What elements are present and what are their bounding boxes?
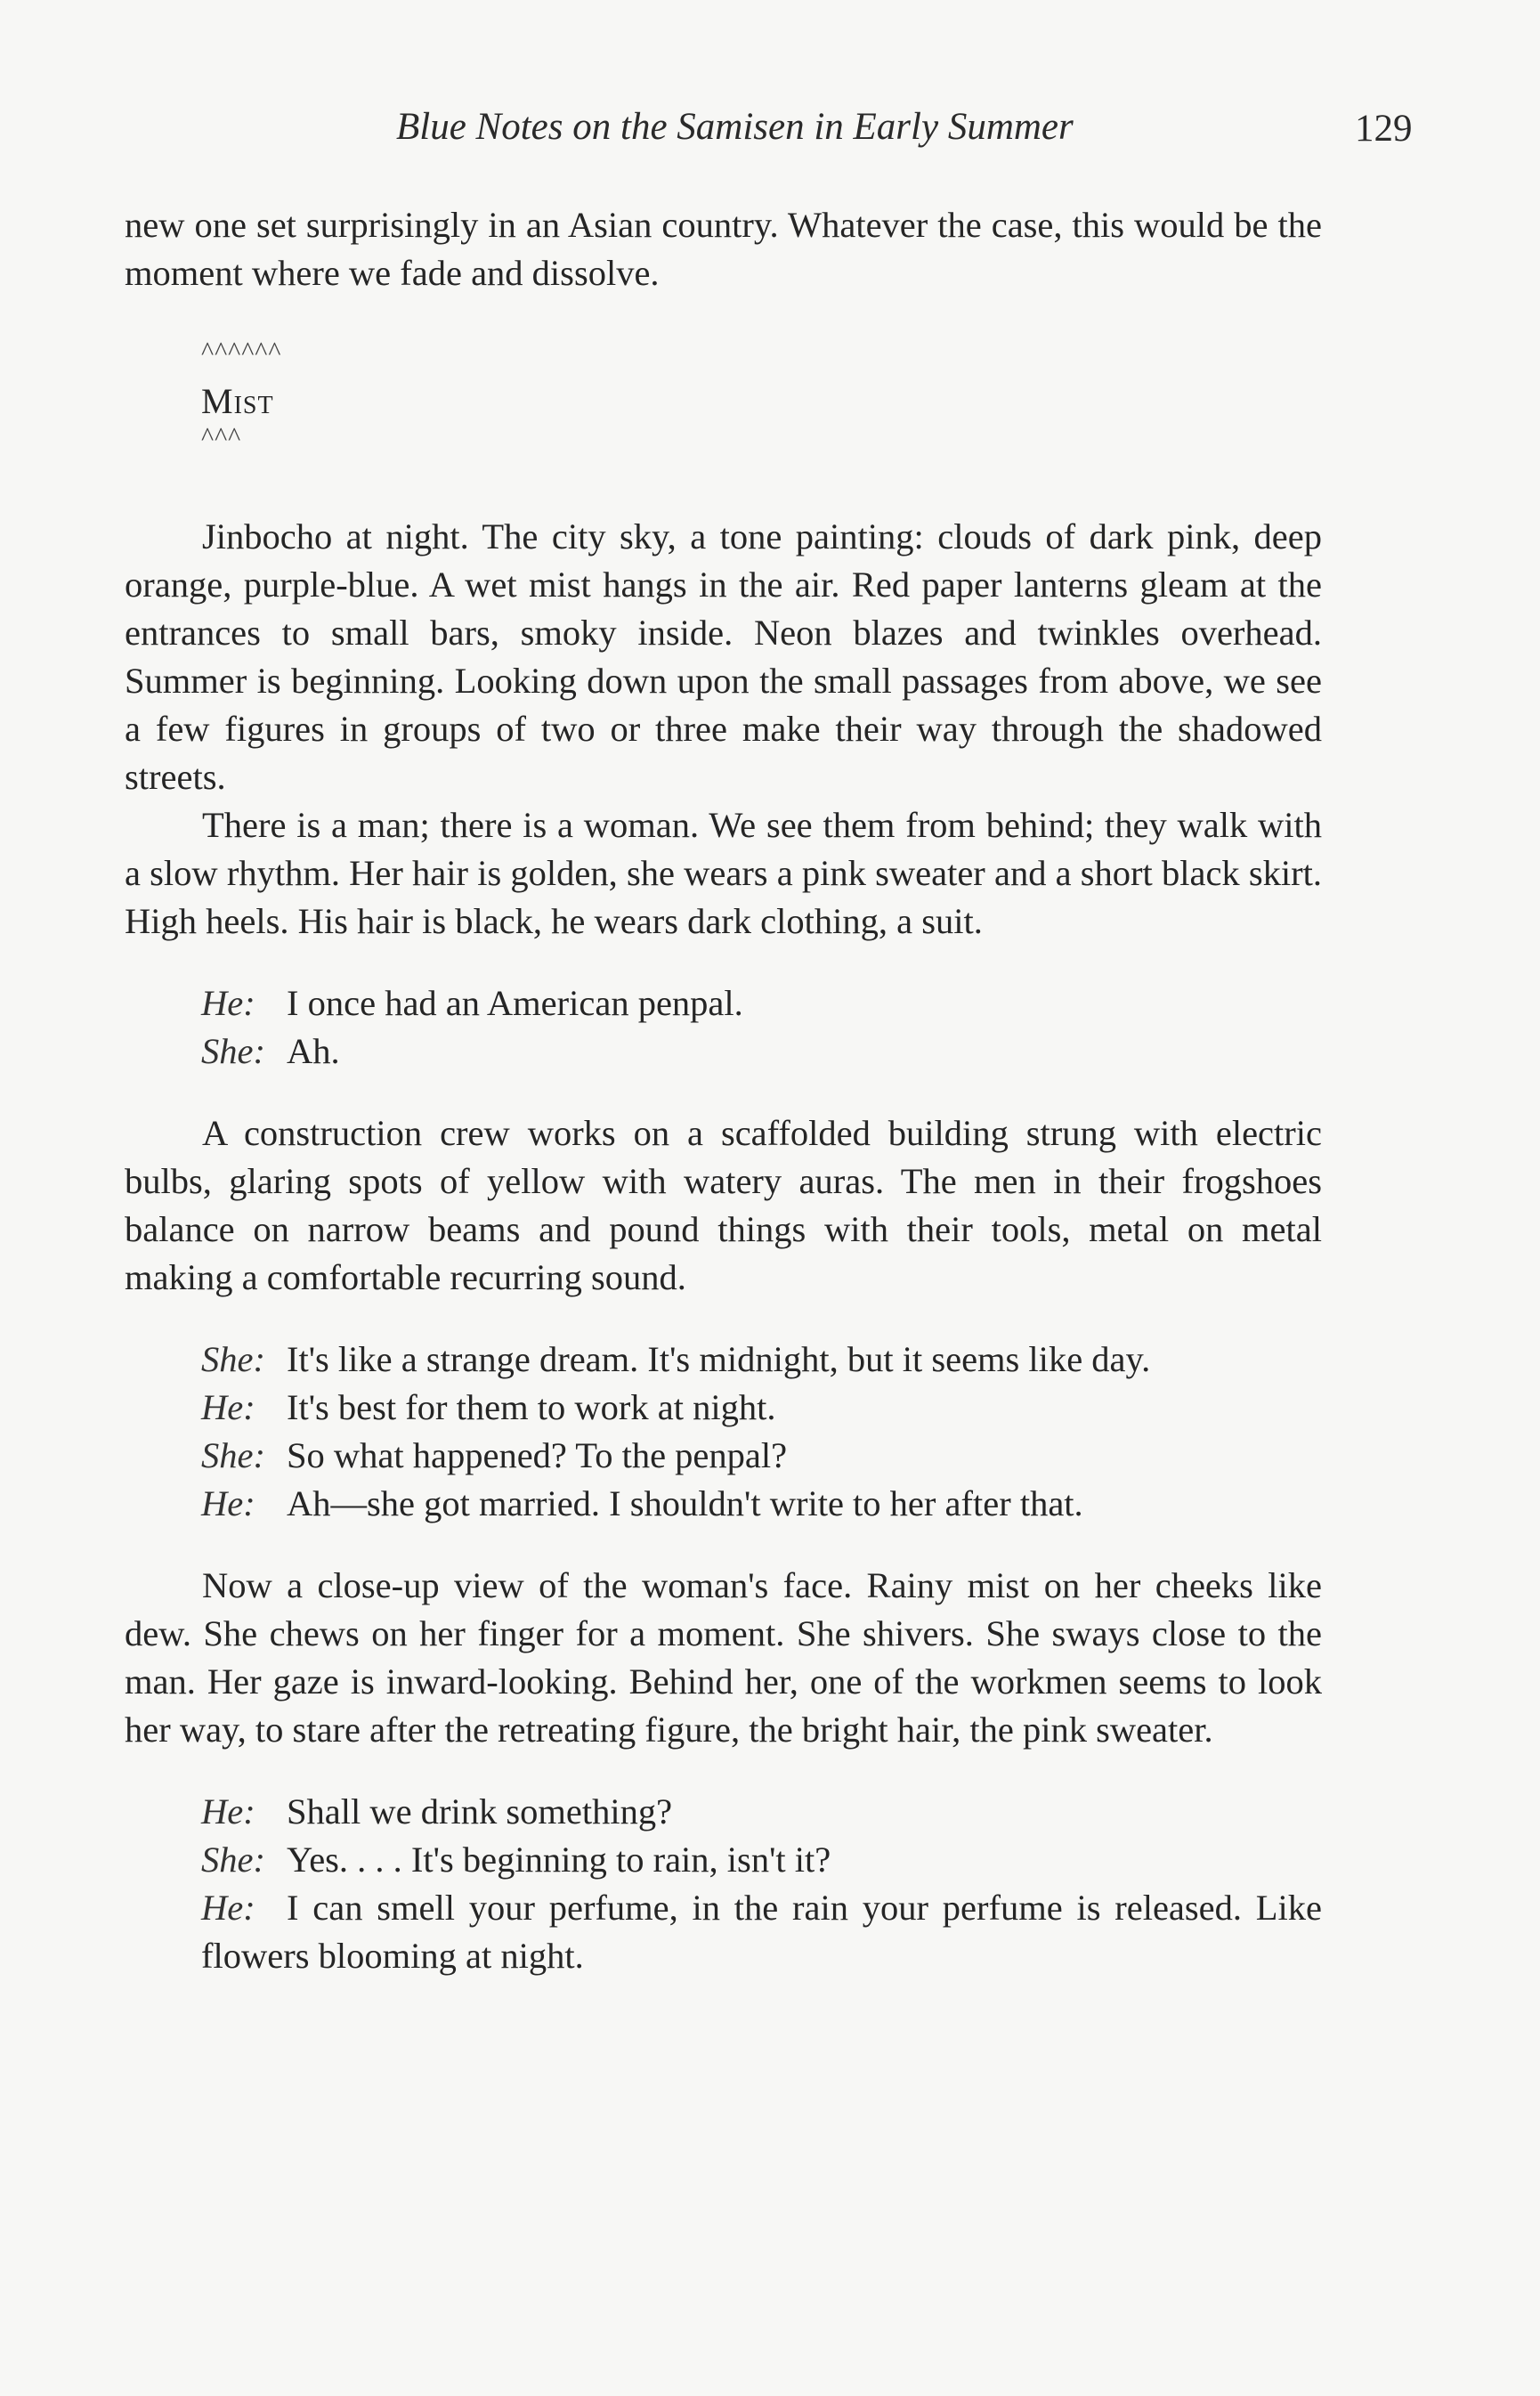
dialogue-text: Yes. . . . It's beginning to rain, isn't it? — [287, 1840, 831, 1880]
intro-paragraph: new one set surprisingly in an Asian country. Whatever the case, this would be the moment where we fade and dissolve. — [125, 205, 1322, 293]
dialogue-block-1 — [125, 979, 1322, 1076]
speaker-label: He: — [201, 1791, 255, 1832]
dialogue-text: I can smell your perfume, in the rain your perfume is released. Like flowers blooming at night. — [201, 1888, 1322, 1976]
page-number: 129 — [1355, 108, 1413, 150]
dialogue-block-2 — [125, 1336, 1322, 1528]
dialogue-text: It's like a strange dream. It's midnight, but it seems like day. — [287, 1339, 1151, 1379]
dialogue-text: I once had an American penpal. — [287, 983, 743, 1023]
dialogue-line — [201, 1027, 1322, 1076]
dialogue-line — [201, 1336, 1322, 1384]
speaker-label: He: — [201, 983, 255, 1023]
running-head — [0, 105, 1540, 158]
section-ornament-top: ^^^^^^ — [201, 337, 282, 366]
dialogue-block-3 — [125, 1788, 1322, 1980]
paragraph-jinbocho: Jinbocho at night. The city sky, a tone painting: clouds of dark pink, deep orange, purple-blue. A wet mist hangs in the air. Red paper lanterns gleam at the entrances to small bars, smoky inside. Neon blazes and twinkles overhead. Summer is beginning. Looking down upon the small passages from above, we see a few figures in groups of two or three make their way through the shadowed streets. — [125, 516, 1322, 797]
section-title: Mist — [201, 381, 274, 421]
dialogue-line — [201, 1836, 1322, 1884]
paragraph-close-up: Now a close-up view of the woman's face. Rainy mist on her cheeks like dew. She chews on her finger for a moment. She shivers. She sways close to the man. Her gaze is inward-looking. Behind her, one of the workmen seems to look her way, to stare after the retreating figure, the bright hair, the pink sweater. — [125, 1565, 1322, 1750]
dialogue-line — [201, 1884, 1322, 1980]
body-text — [125, 201, 1322, 1980]
speaker-label: He: — [201, 1387, 255, 1427]
dialogue-text: Ah—she got married. I shouldn't write to her after that. — [287, 1483, 1083, 1523]
dialogue-text: It's best for them to work at night. — [287, 1387, 776, 1427]
speaker-label: He: — [201, 1483, 255, 1523]
running-title: Blue Notes on the Samisen in Early Summer — [396, 106, 1074, 148]
dialogue-text: Ah. — [287, 1031, 340, 1071]
paragraph-construction: A construction crew works on a scaffolded building strung with electric bulbs, glaring spots of yellow with watery auras. The men in their frogshoes balance on narrow beams and pound things with their tools, metal on metal making a comfortable recurring sound. — [125, 1113, 1322, 1297]
dialogue-line — [201, 1432, 1322, 1480]
dialogue-line — [201, 1384, 1322, 1432]
speaker-label: He: — [201, 1888, 255, 1928]
dialogue-line — [201, 1480, 1322, 1528]
paragraph-man-woman: There is a man; there is a woman. We see them from behind; they walk with a slow rhythm. Her hair is golden, she wears a pink sweater and a short black skirt. High heels. His hair is black, he wears dark clothing, a suit. — [125, 805, 1322, 941]
dialogue-text: Shall we drink something? — [287, 1791, 673, 1832]
dialogue-line — [201, 1788, 1322, 1836]
dialogue-line — [201, 979, 1322, 1027]
speaker-label: She: — [201, 1435, 265, 1475]
speaker-label: She: — [201, 1339, 265, 1379]
section-ornament-bottom: ^^^ — [201, 422, 242, 451]
dialogue-text: So what happened? To the penpal? — [287, 1435, 788, 1475]
speaker-label: She: — [201, 1031, 265, 1071]
speaker-label: She: — [201, 1840, 265, 1880]
